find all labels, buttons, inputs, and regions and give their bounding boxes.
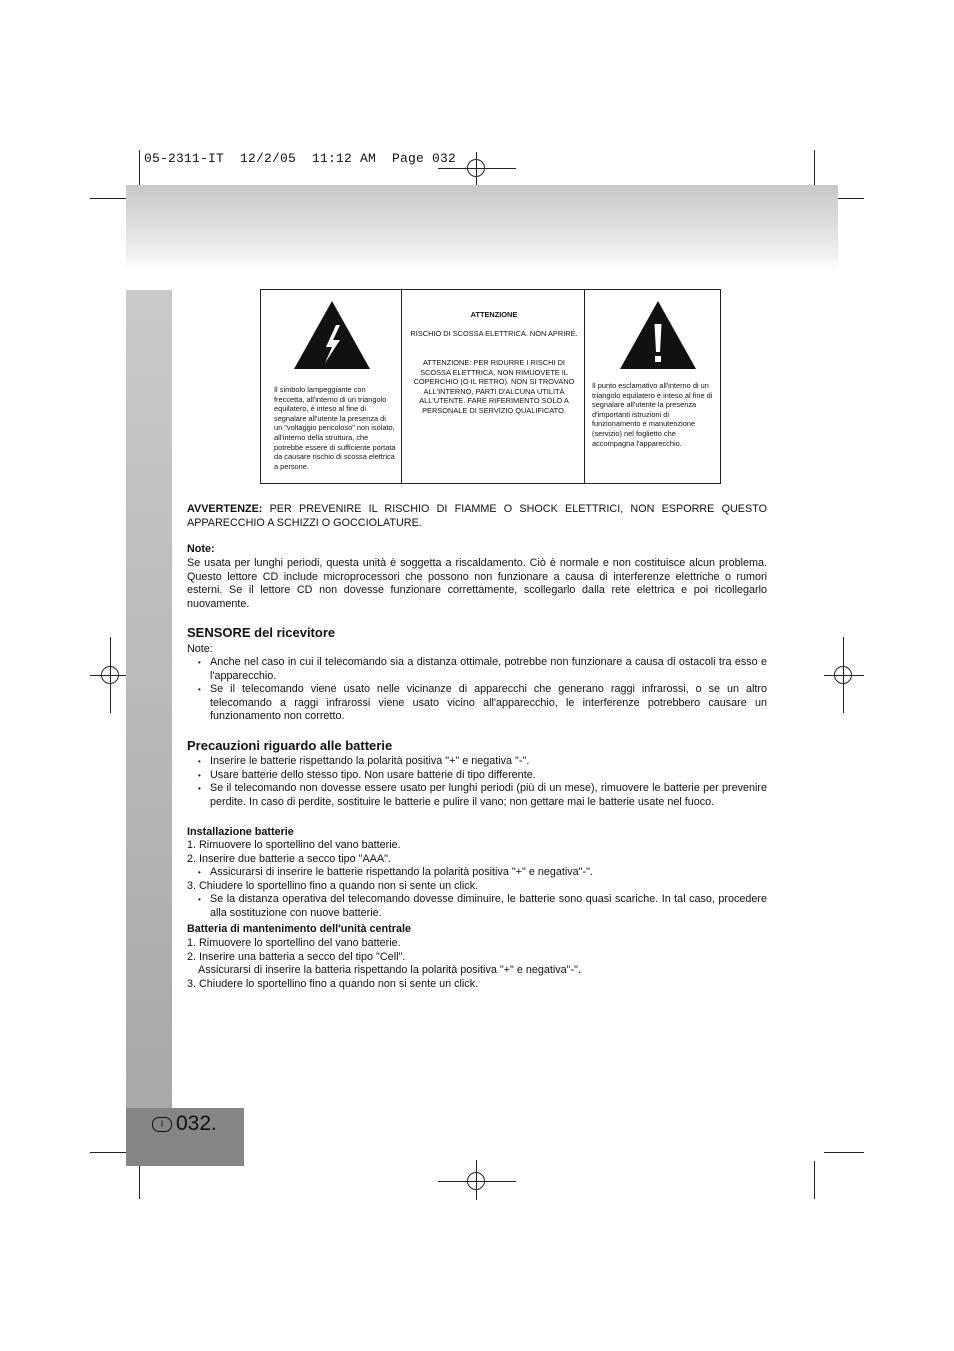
crop-mark	[814, 1161, 815, 1199]
list-item: • Se la distanza operativa del telecomando dovesse diminuire, le batterie sono quasi scariche. In tal caso, procedere alla sostituzione con nuove batterie.	[187, 893, 767, 920]
list-item: Assicurarsi di inserire la batteria rispettando la polarità positiva "+" e negativa"-".	[198, 964, 581, 977]
lightning-symbol-description: Il simbolo lampeggiante con freccetta, all'interno di un triangolo equilatero, è inteso al fine di segnalare all'utente la presenza di un "voltaggio pericoloso" non isolato, all'interno della struttura, che potrebbe essere di sufficiente portata da causare rischio di scossa elettrica a persone.	[274, 385, 396, 471]
lightning-warning-icon	[292, 299, 372, 371]
registration-circle	[467, 1172, 485, 1190]
warning-box-divider	[584, 289, 585, 484]
print-header: 05-2311-IT 12/2/05 11:12 AM Page 032	[144, 151, 457, 166]
note-label: Note:	[187, 543, 215, 555]
list-item: • Usare batterie dello stesso tipo. Non usare batterie di tipo differente.	[187, 769, 767, 783]
mantenimento-heading: Batteria di mantenimento dell'unità centrale	[187, 923, 411, 935]
exclamation-symbol-description: Il punto esclamativo all'interno di un triangolo equilatero è inteso al fine di segnalare all'utente la presenza d'importanti istruzioni di funzionamento e manutenzione (servizio) nel foglietto che accompagna l'apparecchio.	[592, 381, 713, 448]
list-item: • Inserire le batterie rispettando la polarità positiva "+" e negativa "-".	[187, 755, 767, 769]
avvertenze-label: AVVERTENZE:	[187, 503, 263, 515]
avvertenze-text: PER PREVENIRE IL RISCHIO DI FIAMME O SHOCK ELETTRICI, NON ESPORRE QUESTO APPARECCHIO A SCHIZZI O GOCCIOLATURE.	[187, 503, 767, 529]
installazione-steps	[187, 839, 767, 921]
list-item: • Se il telecomando viene usato nelle vicinanze di apparecchi che generano raggi infrarossi, o se un altro telecomando a raggi infrarossi viene usato vicino all'apparecchio, le interferenze potrebbero causare un funzionamento non corretto.	[187, 683, 767, 724]
list-item: 3. Chiudere lo sportellino fino a quando non si sente un click.	[187, 977, 479, 990]
installazione-heading: Installazione batterie	[187, 826, 294, 838]
page-number: 032.	[176, 1112, 217, 1135]
registration-circle	[834, 666, 852, 684]
crop-mark	[139, 1161, 140, 1199]
attenzione-risk-text: RISCHIO DI SCOSSA ELETTRICA. NON APRIRE.	[410, 329, 578, 338]
list-item: • Assicurarsi di inserire le batterie rispettando la polarità positiva "+" e negativa"-".	[187, 866, 767, 880]
attenzione-instructions: ATTENZIONE: PER RIDURRE I RISCHI DI SCOSSA ELETTRICA, NON RIMUOVETE IL COPERCHIO (O IL RETRO). NON SI TROVANO ALL'INTERNO, PARTI D'ALCUNA UTILITÀ ALL'UTENTE. FARE RIFERIMENTO SOLO A PERSONALE DI SERVIZIO QUALIFICATO.	[413, 358, 575, 415]
note-text: Se usata per lunghi periodi, questa unità è soggetta a riscaldamento. Ciò è normale e non costituisce alcun problema. Questo lettore CD include microprocessori che possono non funzionare a causa di interferenze elettriche o rumori esterni. Se il lettore CD non dovesse funzionare correttamente, scollegarlo dalla rete elettrica e poi ricollegarlo nuovamente.	[187, 557, 767, 610]
sensore-note-label: Note:	[187, 643, 213, 655]
crop-mark	[90, 198, 130, 199]
language-badge: I	[152, 1117, 172, 1132]
sensore-heading: SENSORE del ricevitore	[187, 625, 336, 640]
precauzioni-bullet-list	[187, 755, 767, 809]
avvertenze-paragraph	[187, 503, 767, 530]
list-item: 2. Inserire due batterie a secco tipo "AAA".	[187, 852, 391, 865]
registration-circle	[101, 666, 119, 684]
list-item: 3. Chiudere lo sportellino fino a quando non si sente un click.	[187, 879, 479, 892]
exclamation-warning-icon	[618, 299, 698, 371]
list-item: 1. Rimuovere lo sportellino del vano batterie.	[187, 839, 401, 851]
warning-box-divider	[401, 289, 402, 484]
list-item: • Anche nel caso in cui il telecomando sia a distanza ottimale, potrebbe non funzionare a causa di ostacoli tra esso e l'apparecchio.	[187, 656, 767, 683]
mantenimento-steps	[187, 937, 767, 991]
list-item: • Se il telecomando non dovesse essere usato per lunghi periodi (più di un mese), rimuovere le batterie per prevenire perdite. In caso di perdite, sostituire le batterie e pulire il vano; non gettare mai le batterie usate nel fuoco.	[187, 782, 767, 809]
sensore-bullet-list	[187, 656, 767, 724]
header-band	[126, 185, 838, 270]
list-item: 2. Inserire una batteria a secco del tipo "Cell".	[187, 950, 406, 963]
precauzioni-heading: Precauzioni riguardo alle batterie	[187, 738, 393, 753]
list-item: 1. Rimuovere lo sportellino del vano batterie.	[187, 937, 401, 949]
crop-mark	[90, 1152, 130, 1153]
attenzione-title: ATTENZIONE	[470, 310, 518, 319]
registration-circle	[467, 159, 485, 177]
side-bar	[126, 290, 172, 1108]
crop-mark	[824, 1152, 864, 1153]
